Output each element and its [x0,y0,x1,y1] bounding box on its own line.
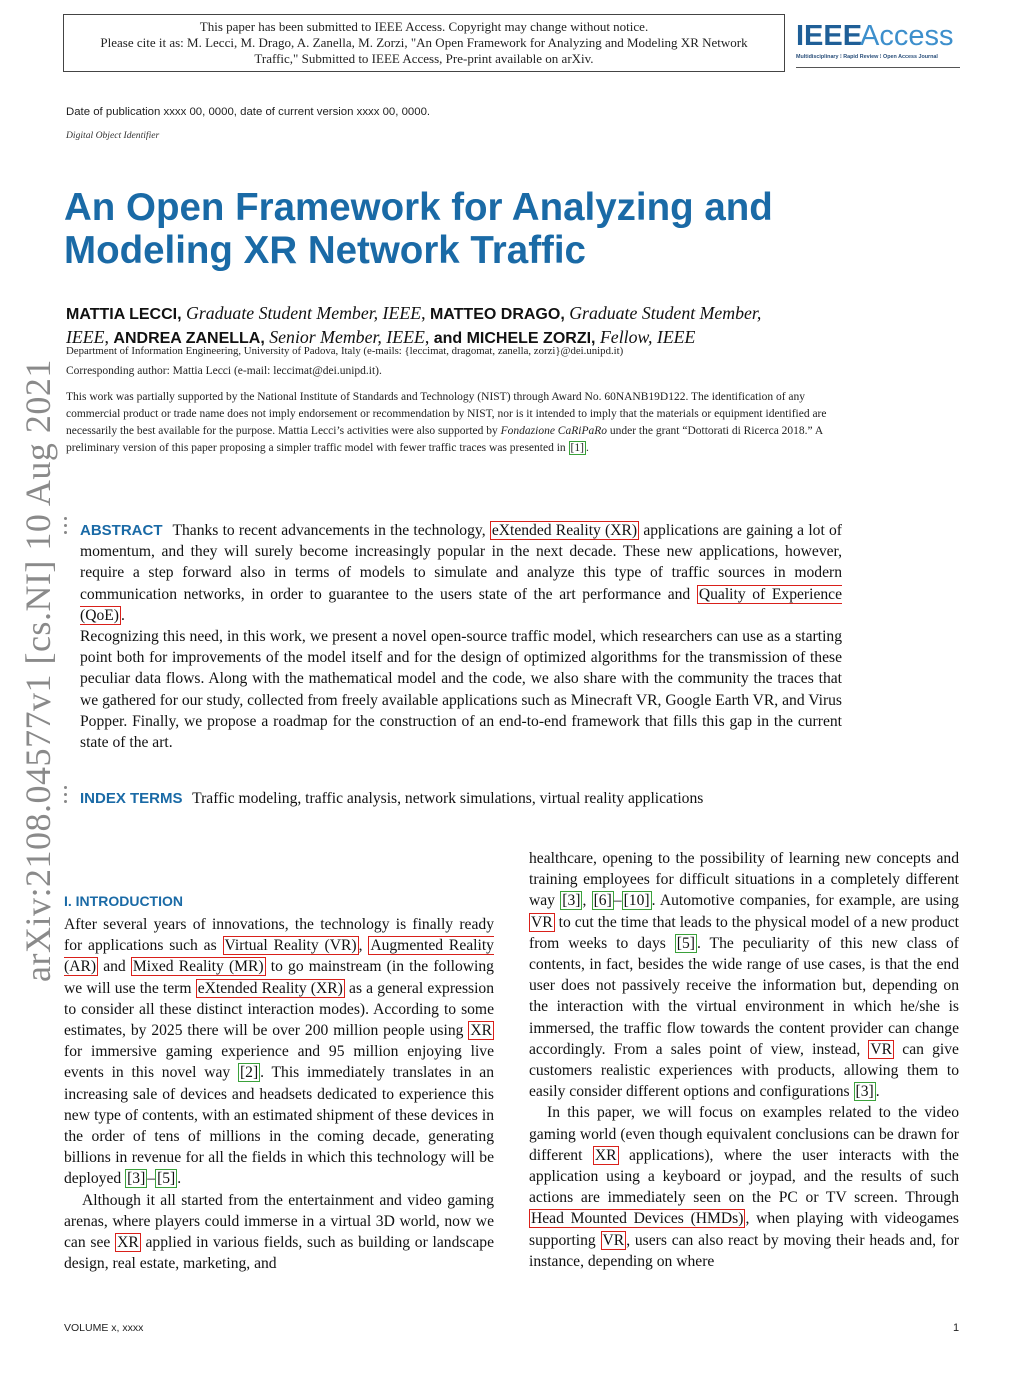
body-text: to go mainstream (in the following we will use the term [64,958,494,997]
body-text: applications), where the user interacts with the application using a keyboard or joypad, and the results of such actions are immediately seen on the PC or TV screen. Through [529,1146,959,1207]
abstract-dots [64,517,70,538]
body-text: , users can also react by moving their heads and, for instance, depending on where [529,1231,959,1270]
acronym-link-hmd[interactable]: Head Mounted Devices (HMDs) [531,1210,744,1228]
author-role: Fellow, IEEE [599,327,696,347]
author-role: Graduate Student Member, IEEE [186,303,422,323]
citation-link[interactable]: [3] [562,892,581,910]
body-text: . The peculiarity of this new class of contents, in fact, besides the wide range of use cases, is that the end user does not passively receive the information but, depending on the interaction with the virtual environment in which he/she is immersed, the traffic flow towards the content provider can change accordingly. From a sales point of view, instead, [529,934,959,1058]
acronym-link-vr[interactable]: VR [602,1231,625,1249]
submission-notice [63,14,785,72]
acronym-link-xr[interactable]: eXtended Reality (XR) [197,979,343,997]
notice-line-2: Please cite it as: M. Lecci, M. Drago, A. Zanella, M. Zorzi, "An Open Framework for Analyzing and Modeling XR Network [100,35,748,50]
funding-sponsor: Fondazione CaRiPaRo [500,425,607,437]
acronym-link-mr[interactable]: Mixed Reality (MR) [132,958,264,976]
index-terms [80,790,703,808]
funding-text: . [585,442,589,454]
index-dots [64,786,70,807]
title-line-2: Modeling XR Network Traffic [64,229,586,272]
paper-title [64,186,824,272]
citation-link[interactable]: [2] [239,1064,259,1082]
affiliation: Department of Information Engineering, University of Padova, Italy (e-mails: {leccimat, dragomat, zanella, zorzi}@dei.unipd.it) [66,345,624,357]
citation-link[interactable]: [6] [593,892,612,910]
acronym-link-vr[interactable]: VR [531,913,553,931]
citation-link[interactable]: [5] [676,934,695,952]
logo-access-text: Access [860,20,954,52]
citation-link[interactable]: [3] [855,1083,874,1101]
acronym-link-xr[interactable]: eXtended Reality (XR) [491,522,638,539]
doi-label: Digital Object Identifier [66,130,160,141]
abstract [80,520,842,753]
left-column [64,914,494,1274]
author-role: Senior Member, IEEE [269,327,425,347]
citation-link[interactable]: [10] [623,892,650,910]
page-number: 1 [953,1322,960,1334]
ieee-access-logo [796,20,960,70]
title-line-1: An Open Framework for Analyzing and [64,186,773,229]
logo-rule [796,67,960,68]
publication-date: Date of publication xxxx 00, 0000, date of current version xxxx 00, 0000. [66,106,431,118]
acronym-link-xr[interactable]: XR [594,1146,617,1164]
body-text: , when playing with videogames supporting [529,1210,960,1249]
citation-link[interactable]: [1] [570,442,584,454]
acronym-link-vr[interactable]: Virtual Reality (VR) [224,937,357,955]
funding-note [66,389,836,457]
author-name: ANDREA ZANELLA, [113,330,265,347]
body-text: and [103,958,126,976]
en-dash: – [147,1170,156,1188]
volume-footer: VOLUME x, xxxx [64,1322,144,1334]
author-name: MATTIA LECCI, [66,306,182,323]
body-text: In this paper, we will focus on examples related to the video gaming world (even though equivalent conclusions can be drawn for different [529,1104,959,1164]
body-text: . This immediately translates in an increasing sale of devices and headsets dedicated to experience this new type of contents, with an estimated shipment of these devices in the order of tens of millions in the coming decade, generating billions in revenue for all the fields in which this technology will be deployed [64,1064,494,1188]
logo-tagline: Multidisciplinary ⁝ Rapid Review ⁝ Open Access Journal [796,54,938,60]
body-text: Although it all started from the entertainment and video gaming arenas, where players could immerse in a virtual 3D world, now we can see [64,1191,494,1252]
body-text: can give customers realistic experiences with products, allowing them to easily consider different options and configurations [529,1040,959,1101]
index-terms-heading: INDEX TERMS [80,790,183,807]
arxiv-identifier: arXiv:2108.04577v1 [cs.NI] 10 Aug 2021 [18,359,58,982]
author-list: MATTIA LECCI, Graduate Student Member, IEEE, MATTEO DRAGO, Graduate Student Member, IEEE, ANDREA ZANELLA, Senior Member, IEEE, and MICHELE ZORZI, Fellow, IEEE [66,303,762,347]
paragraph [64,1190,494,1275]
body-text: to cut the time that leads to the physical model of a new product from weeks to days [529,913,959,952]
body-text: healthcare, opening to the possibility of learning new concepts and training employees for difficult situations in a completely different way [529,850,959,910]
body-text: . [875,1083,880,1101]
en-dash: – [613,892,622,910]
author-role: Graduate Student Member, [569,303,762,323]
abstract-heading: ABSTRACT [80,522,163,539]
citation-link[interactable]: [3] [127,1170,146,1188]
abstract-text: Thanks to recent advancements in the technology, [172,522,486,539]
abstract-text: applications are gaining a lot of momentum, and they will surely become increasingly popular in the next decade. These new applications, however, require a step forward also in terms of models to simulate and analyze this type of traffic sources in modern communication networks, in order to guarantee to the users state of the art performance and [80,522,842,603]
index-terms-text: Traffic modeling, traffic analysis, network simulations, virtual reality applications [192,790,704,807]
body-text: applied in various fields, such as building or landscape design, real estate, marketing, and [64,1234,495,1273]
author-name: and MICHELE ZORZI, [433,330,596,347]
acronym-link-xr[interactable]: XR [117,1234,139,1252]
body-text: , [358,937,363,955]
logo-ieee-text: IEEE [796,20,863,52]
acronym-link-ar[interactable]: Augmented Reality (AR) [64,937,494,976]
right-column [529,848,959,1272]
acronym-link-qoe[interactable]: Quality of Experience (QoE) [80,585,843,624]
author-role: IEEE [66,327,105,347]
body-text: , [582,892,587,910]
abstract-text: . [120,606,125,624]
body-text: After several years of innovations, the technology is finally ready for applications such as [64,916,494,955]
body-text: for immersive gaming experience and 95 million enjoying live events in this novel way [64,1043,494,1082]
body-text: . [177,1170,182,1188]
section-heading: I. INTRODUCTION [64,893,183,909]
funding-text: under the grant “Dottorati di Ricerca 2018.” A preliminary version of this paper proposing a simpler traffic model with fewer traffic traces was presented in [66,425,823,454]
acronym-link-vr[interactable]: VR [870,1040,893,1058]
acronym-link-xr[interactable]: XR [470,1022,492,1040]
author-name: MATTEO DRAGO, [429,306,565,323]
body-text: as a general expression to consider all these distinct interaction modes). According to some estimates, by 2025 there will be over 200 million people using [64,979,495,1040]
funding-text: This work was partially supported by the National Institute of Standards and Technology (NIST) through Award No. 60NANB19D122. The identification of any commercial product or trade name does not imply endorsement or recommendation by NIST, nor is it intended to imply that the materials or equipment identified are necessarily the best available for the purpose. Mattia Lecci’s activities were also supported by [66,391,827,437]
abstract-text: Recognizing this need, in this work, we present a novel open-source traffic model, which researchers can use as a starting point both for improvements of the model itself and for the design of optimized algorithms for the transmission of these peculiar data flows. Along with the mathematical model and the code, we also share with the community the traces that we gathered for our study, collected from freely available applications such as Minecraft VR, Google Earth VR, and Virus Popper. Finally, we propose a roadmap for the construction of an end-to-end framework that fills this gap in the current state of the art. [80,628,842,752]
paragraph [529,1102,959,1272]
notice-line-1: This paper has been submitted to IEEE Access. Copyright may change without notice. [199,19,649,34]
notice-line-3: Traffic," Submitted to IEEE Access, Pre-print available on arXiv. [254,51,594,66]
body-text: . Automotive companies, for example, are using [651,892,959,910]
citation-link[interactable]: [5] [157,1170,176,1188]
corresponding-author: Corresponding author: Mattia Lecci (e-mail: leccimat@dei.unipd.it). [66,365,382,377]
